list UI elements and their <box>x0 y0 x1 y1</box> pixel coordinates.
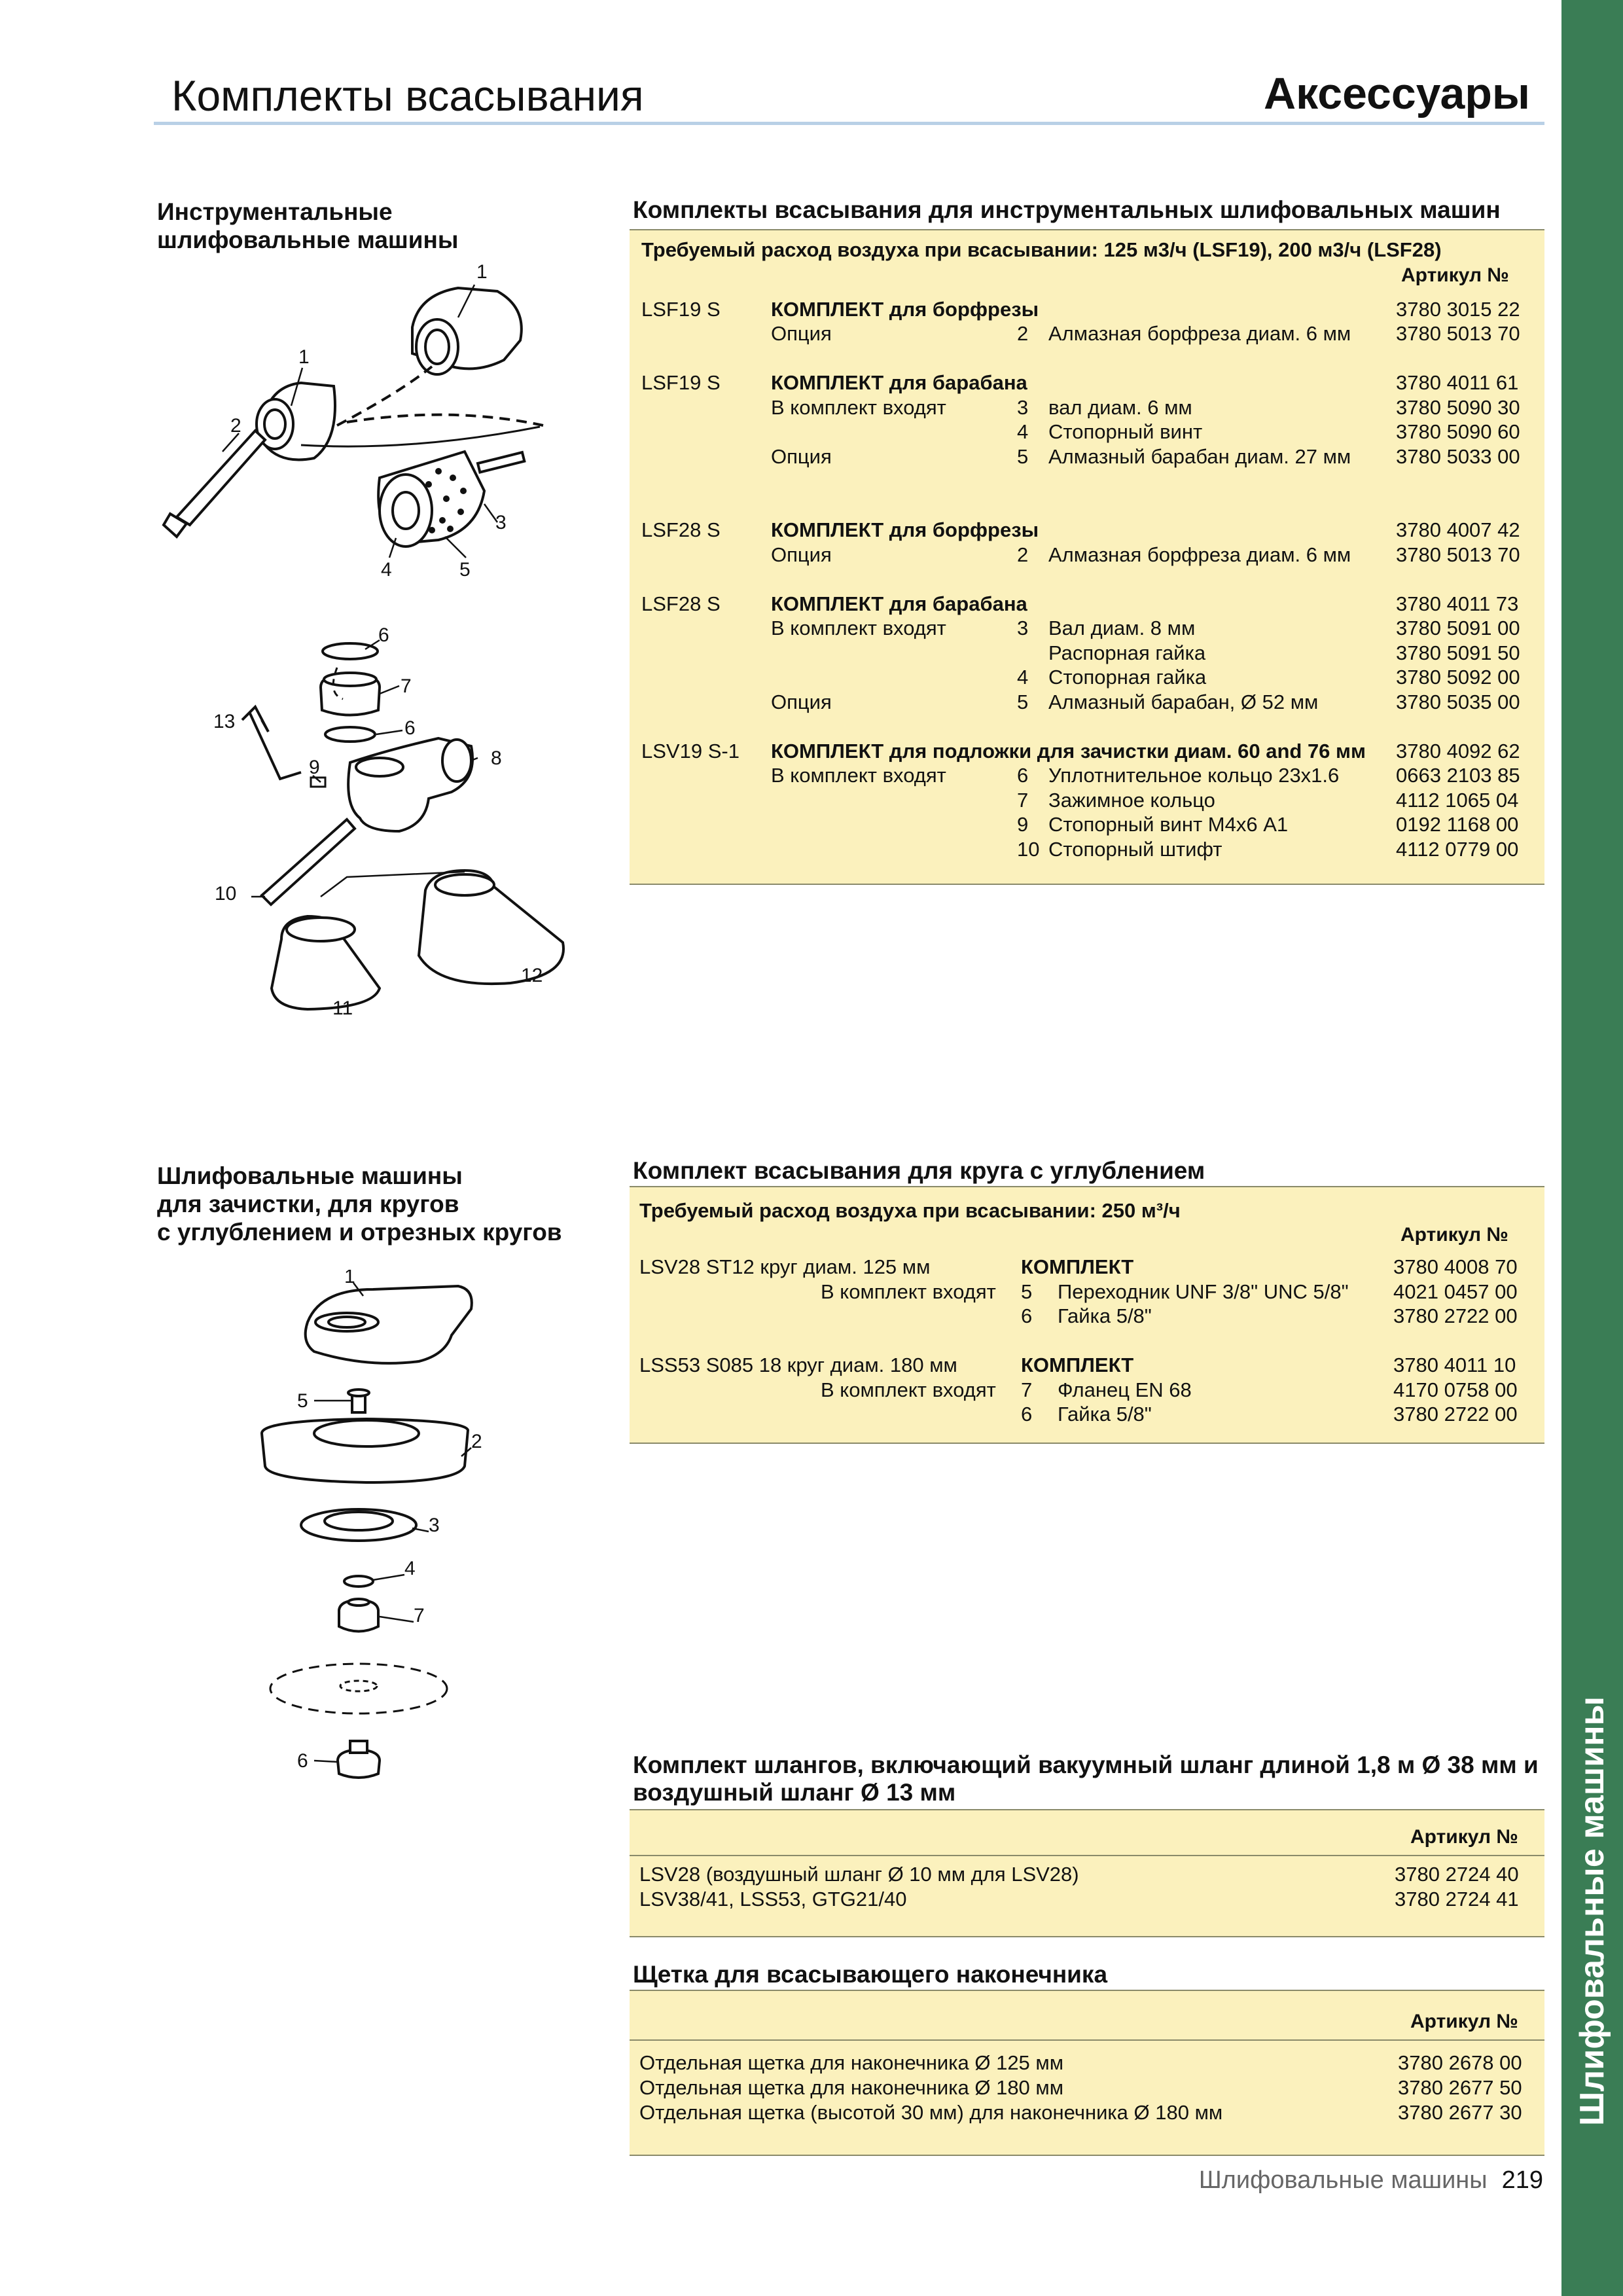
page-number: 219 <box>1501 2166 1543 2194</box>
cell-item: Уплотнительное кольцо 23х1.6 <box>1048 764 1340 787</box>
cell-description: КОМПЛЕКТ для борфрезы <box>771 298 1039 321</box>
footer-text: Шлифовальные машины <box>1198 2166 1488 2194</box>
cell-model: LSF19 S <box>641 371 721 394</box>
cell-article: 0192 1168 00 <box>1396 813 1519 836</box>
cell-article: 3780 5013 70 <box>1396 322 1520 345</box>
cell-item: Алмазный барабан диам. 27 мм <box>1048 445 1351 468</box>
cell-description: Отдельная щетка для наконечника Ø 125 мм <box>639 2051 1064 2074</box>
cell-article: 3780 4011 10 <box>1393 1354 1516 1376</box>
diagram-label: 6 <box>297 1750 308 1772</box>
cell-description: КОМПЛЕКТ для борфрезы <box>771 518 1039 541</box>
cell-article: 3780 4008 70 <box>1393 1255 1518 1278</box>
cell-article: 3780 5091 50 <box>1396 641 1520 664</box>
cell-description: В комплект входят <box>821 1280 996 1303</box>
table-rule <box>630 2039 1544 2041</box>
cell-description: КОМПЛЕКТ для подложки для зачистки диам. 60 and 76 мм <box>771 740 1366 762</box>
cell-article: 3780 4011 61 <box>1396 371 1519 394</box>
section-title-4: Щетка для всасывающего наконечника <box>633 1961 1108 1988</box>
section-title-line: Комплект шлангов, включающий вакуумный шланг длиной 1,8 м Ø 38 мм и <box>633 1751 1539 1778</box>
cell-position: 6 <box>1017 764 1029 787</box>
article-header: Артикул № <box>1410 1826 1518 1848</box>
side-heading-1 <box>157 198 458 254</box>
diagram-label: 13 <box>213 711 236 732</box>
cell-description: КОМПЛЕКТ для барабана <box>771 592 1027 615</box>
cell-position: 4 <box>1017 420 1029 443</box>
cell-item: Гайка 5/8" <box>1058 1304 1152 1327</box>
diagram-label: 6 <box>404 717 416 739</box>
cell-position: 6 <box>1021 1304 1033 1327</box>
side-heading-line: с углублением и отрезных кругов <box>157 1219 562 1246</box>
cell-article: 4021 0457 00 <box>1393 1280 1518 1303</box>
cell-article: 3780 2724 40 <box>1395 1863 1519 1886</box>
cell-article: 3780 2722 00 <box>1393 1304 1518 1327</box>
cell-article: 3780 2677 50 <box>1398 2076 1522 2099</box>
cell-model: LSV19 S-1 <box>641 740 740 762</box>
cell-article: 3780 5092 00 <box>1396 666 1520 689</box>
cell-position: 2 <box>1017 543 1029 566</box>
diagram-label: 2 <box>471 1431 482 1452</box>
cell-item: Переходник UNF 3/8" UNC 5/8" <box>1058 1280 1349 1303</box>
cell-model: LSF19 S <box>641 298 721 321</box>
cell-article: 4170 0758 00 <box>1393 1378 1518 1401</box>
cell-item: Алмазная борфреза диам. 6 мм <box>1048 543 1351 566</box>
cell-article: 3780 5013 70 <box>1396 543 1520 566</box>
cell-position: 4 <box>1017 666 1029 689</box>
panel-note: Требуемый расход воздуха при всасывании: 125 м3/ч (LSF19), 200 м3/ч (LSF28) <box>641 238 1442 261</box>
cell-article: 3780 2724 41 <box>1395 1888 1519 1910</box>
cell-article: 3780 4011 73 <box>1396 592 1519 615</box>
cell-position: 5 <box>1017 691 1029 713</box>
cell-item: КОМПЛЕКТ <box>1021 1255 1134 1278</box>
cell-article: 3780 2678 00 <box>1398 2051 1522 2074</box>
cell-item: Алмазная борфреза диам. 6 мм <box>1048 322 1351 345</box>
cell-description: В комплект входят <box>771 396 946 419</box>
cell-description: LSV28 (воздушный шланг Ø 10 мм для LSV28) <box>639 1863 1079 1886</box>
diagram-label: 5 <box>297 1390 308 1412</box>
side-heading-line: Шлифовальные машины <box>157 1162 463 1189</box>
cell-position: 6 <box>1021 1403 1033 1426</box>
diagram-label: 8 <box>491 747 502 769</box>
cell-description: Опция <box>771 543 832 566</box>
cell-position: 9 <box>1017 813 1029 836</box>
cell-article: 3780 2722 00 <box>1393 1403 1518 1426</box>
panel-3 <box>630 1809 1544 1937</box>
cell-position: 2 <box>1017 322 1029 345</box>
diagram-label: 12 <box>521 965 543 986</box>
diagram-label: 6 <box>378 624 389 646</box>
cell-description: Отдельная щетка (высотой 30 мм) для наконечника Ø 180 мм <box>639 2101 1223 2124</box>
diagram-label: 3 <box>429 1515 440 1536</box>
cell-article: 3780 5091 00 <box>1396 617 1520 639</box>
cell-description: В комплект входят <box>821 1378 996 1401</box>
diagram-label: 1 <box>476 261 488 283</box>
diagram-label: 10 <box>215 883 237 905</box>
cell-model: LSF28 S <box>641 518 721 541</box>
cell-description: Опция <box>771 691 832 713</box>
panel-note: Требуемый расход воздуха при всасывании: 250 м³/ч <box>639 1199 1181 1222</box>
cell-position: 3 <box>1017 396 1029 419</box>
cell-model: LSS53 S085 18 круг диам. 180 мм <box>639 1354 957 1376</box>
diagram-label: 9 <box>309 757 320 778</box>
cell-item: Стопорный винт М4х6 А1 <box>1048 813 1289 836</box>
cell-description: В комплект входят <box>771 617 946 639</box>
diagram-pad-kit <box>203 622 569 1028</box>
side-heading-line: для зачистки, для кругов <box>157 1191 459 1217</box>
diagram-label: 1 <box>344 1270 355 1287</box>
sidebar-label: Шлифовальные машины <box>1573 1696 1611 2126</box>
article-header: Артикул № <box>1400 1224 1508 1246</box>
diagram-label: 3 <box>495 512 507 533</box>
section-title-2: Комплект всасывания для круга с углублением <box>633 1157 1205 1184</box>
footer <box>1199 2166 1543 2195</box>
cell-item: Стопорный винт <box>1048 420 1203 443</box>
cell-item: Распорная гайка <box>1048 641 1206 664</box>
cell-item: Стопорная гайка <box>1048 666 1207 689</box>
cell-position: 5 <box>1017 445 1029 468</box>
cell-article: 3780 5090 30 <box>1396 396 1520 419</box>
cell-description: LSV38/41, LSS53, GTG21/40 <box>639 1888 907 1910</box>
cell-description: В комплект входят <box>771 764 946 787</box>
cell-article: 3780 5090 60 <box>1396 420 1520 443</box>
diagram-label: 7 <box>401 675 412 697</box>
diagram-label: 4 <box>381 559 392 581</box>
section-title-line: воздушный шланг Ø 13 мм <box>633 1779 956 1806</box>
section-title-3 <box>633 1751 1539 1806</box>
cell-article: 3780 5035 00 <box>1396 691 1520 713</box>
cell-article: 3780 2677 30 <box>1398 2101 1522 2124</box>
section-title-1: Комплекты всасывания для инструментальных шлифовальных машин <box>633 196 1501 223</box>
cell-item: вал диам. 6 мм <box>1048 396 1192 419</box>
cell-description: Отдельная щетка для наконечника Ø 180 мм <box>639 2076 1064 2099</box>
cell-description: Опция <box>771 445 832 468</box>
side-heading-2 <box>157 1162 562 1246</box>
cell-item: Вал диам. 8 мм <box>1048 617 1196 639</box>
page-category: Аксессуары <box>1264 69 1530 118</box>
panel-1 <box>630 229 1544 885</box>
cell-position: 10 <box>1017 838 1040 861</box>
diagram-burr-kit <box>151 255 569 596</box>
cell-item: Гайка 5/8" <box>1058 1403 1152 1426</box>
table-rule <box>630 1855 1544 1856</box>
side-heading-line: Инструментальные <box>157 198 393 225</box>
diagram-label: 2 <box>230 415 241 437</box>
diagram-label: 1 <box>298 346 310 368</box>
cell-article: 3780 3015 22 <box>1396 298 1520 321</box>
diagram-label: 11 <box>332 997 353 1019</box>
cell-article: 3780 4092 62 <box>1396 740 1520 762</box>
article-header: Артикул № <box>1410 2011 1518 2032</box>
diagram-label: 5 <box>459 559 471 581</box>
panel-2 <box>630 1186 1544 1444</box>
cell-position: 5 <box>1021 1280 1033 1303</box>
cell-item: Зажимное кольцо <box>1048 789 1215 812</box>
cell-article: 0663 2103 85 <box>1396 764 1520 787</box>
cell-model: LSF28 S <box>641 592 721 615</box>
cell-description: КОМПЛЕКТ для барабана <box>771 371 1027 394</box>
cell-item: Стопорный штифт <box>1048 838 1222 861</box>
cell-article: 4112 1065 04 <box>1396 789 1519 812</box>
sidebar-band <box>1561 0 1623 2296</box>
header-rule <box>154 122 1544 125</box>
article-header: Артикул № <box>1401 264 1509 286</box>
cell-item: КОМПЛЕКТ <box>1021 1354 1134 1376</box>
diagram-wheel-kit <box>249 1270 524 1793</box>
cell-item: Фланец EN 68 <box>1058 1378 1192 1401</box>
cell-article: 3780 4007 42 <box>1396 518 1520 541</box>
cell-position: 7 <box>1017 789 1029 812</box>
side-heading-line: шлифовальные машины <box>157 226 459 253</box>
diagram-label: 7 <box>414 1605 425 1626</box>
cell-position: 7 <box>1021 1378 1033 1401</box>
cell-item: Алмазный барабан, Ø 52 мм <box>1048 691 1319 713</box>
cell-model: LSV28 ST12 круг диам. 125 мм <box>639 1255 931 1278</box>
panel-4 <box>630 1990 1544 2156</box>
diagram-label: 4 <box>404 1558 416 1579</box>
page-title: Комплекты всасывания <box>171 71 644 120</box>
cell-description: Опция <box>771 322 832 345</box>
cell-article: 3780 5033 00 <box>1396 445 1520 468</box>
cell-article: 4112 0779 00 <box>1396 838 1519 861</box>
cell-position: 3 <box>1017 617 1029 639</box>
